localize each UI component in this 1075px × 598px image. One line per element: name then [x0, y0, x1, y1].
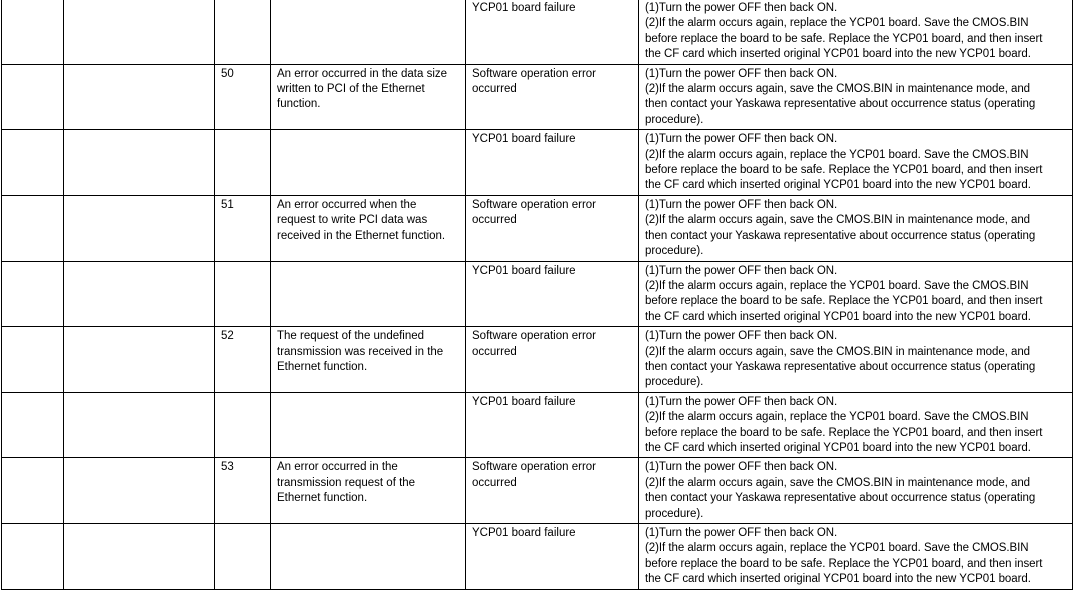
cause-text: Software operation error: [472, 330, 597, 343]
cause-cell: [466, 195, 639, 261]
meaning-cell: [271, 0, 466, 64]
meaning-cell: [271, 64, 466, 130]
alarm-name-cell: [64, 195, 215, 261]
remedy-text: (2)If the alarm occurs again, save the CMOS.BIN in maintenance mode, and: [645, 476, 1031, 489]
alarm-number-cell: [2, 392, 64, 458]
meaning-cell: [271, 130, 466, 196]
remedy-text: before replace the board to be safe. Replace the YCP01 board, and then insert: [645, 426, 1043, 439]
table-row: [2, 64, 1073, 130]
meaning-text: An error occurred in the data size: [277, 67, 448, 80]
remedy-text: then contact your Yaskawa representative about occurrence status (operating: [645, 492, 1036, 505]
sub-code-cell: [215, 195, 271, 261]
remedy-cell: [639, 392, 1073, 458]
table-row: [2, 327, 1073, 393]
alarm-number-cell: [2, 64, 64, 130]
remedy-text: procedure).: [645, 245, 704, 258]
remedy-text: procedure).: [645, 113, 704, 126]
remedy-text: then contact your Yaskawa representative about occurrence status (operating: [645, 360, 1036, 373]
sub-code: 50: [221, 67, 234, 80]
sub-code-cell: [215, 392, 271, 458]
table-row: [2, 524, 1073, 590]
cause-text: occurred: [472, 214, 517, 227]
remedy-text: (2)If the alarm occurs again, replace the YCP01 board. Save the CMOS.BIN: [645, 17, 1029, 30]
cause-text: Software operation error: [472, 67, 597, 80]
remedy-text: procedure).: [645, 507, 704, 520]
alarm-number-cell: [2, 261, 64, 327]
meaning-text: Ethernet function.: [277, 492, 368, 505]
remedy-text: before replace the board to be safe. Replace the YCP01 board, and then insert: [645, 32, 1043, 45]
table-row: [2, 0, 1073, 64]
meaning-text: transmission request of the: [277, 476, 416, 489]
remedy-cell: [639, 524, 1073, 590]
remedy-text: (1)Turn the power OFF then back ON.: [645, 395, 838, 408]
remedy-cell: [639, 195, 1073, 261]
meaning-cell: [271, 458, 466, 524]
meaning-cell: [271, 195, 466, 261]
cause-text: occurred: [472, 476, 517, 489]
remedy-text: the CF card which inserted original YCP01 board into the new YCP01 board.: [645, 573, 1031, 586]
meaning-text: Ethernet function.: [277, 360, 368, 373]
alarm-number-cell: [2, 327, 64, 393]
cause-cell: [466, 524, 639, 590]
meaning-cell: [271, 327, 466, 393]
sub-code-cell: [215, 458, 271, 524]
sub-code: 52: [221, 330, 234, 343]
remedy-text: (2)If the alarm occurs again, save the CMOS.BIN in maintenance mode, and: [645, 345, 1031, 358]
sub-code-cell: [215, 524, 271, 590]
sub-code-cell: [215, 0, 271, 64]
alarm-number-cell: [2, 0, 64, 64]
alarm-table-body: [2, 0, 1073, 589]
remedy-text: the CF card which inserted original YCP01 board into the new YCP01 board.: [645, 48, 1031, 61]
remedy-text: (1)Turn the power OFF then back ON.: [645, 67, 838, 80]
remedy-text: (1)Turn the power OFF then back ON.: [645, 198, 838, 211]
table-row: [2, 458, 1073, 524]
cause-cell: [466, 327, 639, 393]
remedy-cell: [639, 261, 1073, 327]
alarm-name-cell: [64, 130, 215, 196]
cause-cell: [466, 392, 639, 458]
cause-cell: [466, 458, 639, 524]
sub-code-cell: [215, 64, 271, 130]
alarm-name-cell: [64, 0, 215, 64]
remedy-text: (2)If the alarm occurs again, replace the YCP01 board. Save the CMOS.BIN: [645, 279, 1029, 292]
cause-cell: [466, 0, 639, 64]
remedy-text: (1)Turn the power OFF then back ON.: [645, 461, 838, 474]
sub-code: 53: [221, 461, 234, 474]
alarm-name-cell: [64, 327, 215, 393]
remedy-text: before replace the board to be safe. Replace the YCP01 board, and then insert: [645, 164, 1043, 177]
remedy-cell: [639, 0, 1073, 64]
alarm-name-cell: [64, 458, 215, 524]
alarm-number-cell: [2, 130, 64, 196]
remedy-cell: [639, 130, 1073, 196]
remedy-cell: [639, 64, 1073, 130]
meaning-text: The request of the undefined: [277, 330, 425, 343]
remedy-text: (1)Turn the power OFF then back ON.: [645, 133, 838, 146]
table-row: [2, 130, 1073, 196]
remedy-text: before replace the board to be safe. Replace the YCP01 board, and then insert: [645, 557, 1043, 570]
cause-text: Software operation error: [472, 461, 597, 474]
remedy-text: (1)Turn the power OFF then back ON.: [645, 2, 838, 14]
alarm-number-cell: [2, 524, 64, 590]
cause-text: YCP01 board failure: [472, 527, 576, 539]
table-row: [2, 392, 1073, 458]
remedy-text: then contact your Yaskawa representative about occurrence status (operating: [645, 98, 1036, 111]
sub-code-cell: [215, 261, 271, 327]
cause-text: occurred: [472, 83, 517, 96]
remedy-text: (2)If the alarm occurs again, replace the YCP01 board. Save the CMOS.BIN: [645, 542, 1029, 555]
meaning-cell: [271, 392, 466, 458]
alarm-number-cell: [2, 458, 64, 524]
table-row: [2, 261, 1073, 327]
sub-code: 51: [221, 198, 234, 211]
remedy-text: (2)If the alarm occurs again, save the CMOS.BIN in maintenance mode, and: [645, 83, 1031, 96]
remedy-text: the CF card which inserted original YCP01 board into the new YCP01 board.: [645, 310, 1031, 323]
remedy-text: (1)Turn the power OFF then back ON.: [645, 330, 838, 343]
alarm-name-cell: [64, 524, 215, 590]
remedy-text: (2)If the alarm occurs again, replace the YCP01 board. Save the CMOS.BIN: [645, 148, 1029, 161]
table-row: [2, 195, 1073, 261]
alarm-name-cell: [64, 392, 215, 458]
meaning-cell: [271, 524, 466, 590]
cause-text: YCP01 board failure: [472, 2, 576, 14]
remedy-text: procedure).: [645, 376, 704, 389]
cause-cell: [466, 64, 639, 130]
meaning-text: An error occurred in the: [277, 461, 398, 474]
meaning-text: transmission was received in the: [277, 345, 444, 358]
meaning-text: written to PCI of the Ethernet: [277, 83, 425, 96]
cause-text: Software operation error: [472, 198, 597, 211]
cause-text: YCP01 board failure: [472, 133, 576, 146]
meaning-text: received in the Ethernet function.: [277, 229, 446, 242]
meaning-text: function.: [277, 98, 321, 111]
cause-cell: [466, 130, 639, 196]
remedy-text: the CF card which inserted original YCP01 board into the new YCP01 board.: [645, 441, 1031, 454]
remedy-cell: [639, 327, 1073, 393]
remedy-text: before replace the board to be safe. Replace the YCP01 board, and then insert: [645, 295, 1043, 308]
remedy-text: (1)Turn the power OFF then back ON.: [645, 527, 838, 539]
remedy-text: (1)Turn the power OFF then back ON.: [645, 264, 838, 277]
meaning-cell: [271, 261, 466, 327]
remedy-text: the CF card which inserted original YCP01 board into the new YCP01 board.: [645, 179, 1031, 192]
alarm-number-cell: [2, 195, 64, 261]
remedy-cell: [639, 458, 1073, 524]
remedy-text: (2)If the alarm occurs again, replace the YCP01 board. Save the CMOS.BIN: [645, 411, 1029, 424]
remedy-text: then contact your Yaskawa representative about occurrence status (operating: [645, 229, 1036, 242]
cause-cell: [466, 261, 639, 327]
alarm-name-cell: [64, 261, 215, 327]
sub-code-cell: [215, 327, 271, 393]
cause-text: YCP01 board failure: [472, 264, 576, 277]
sub-code-cell: [215, 130, 271, 196]
meaning-text: request to write PCI data was: [277, 214, 428, 227]
meaning-text: An error occurred when the: [277, 198, 417, 211]
remedy-text: (2)If the alarm occurs again, save the CMOS.BIN in maintenance mode, and: [645, 214, 1031, 227]
alarm-name-cell: [64, 64, 215, 130]
alarm-table: [1, 0, 1073, 590]
cause-text: YCP01 board failure: [472, 395, 576, 408]
cause-text: occurred: [472, 345, 517, 358]
